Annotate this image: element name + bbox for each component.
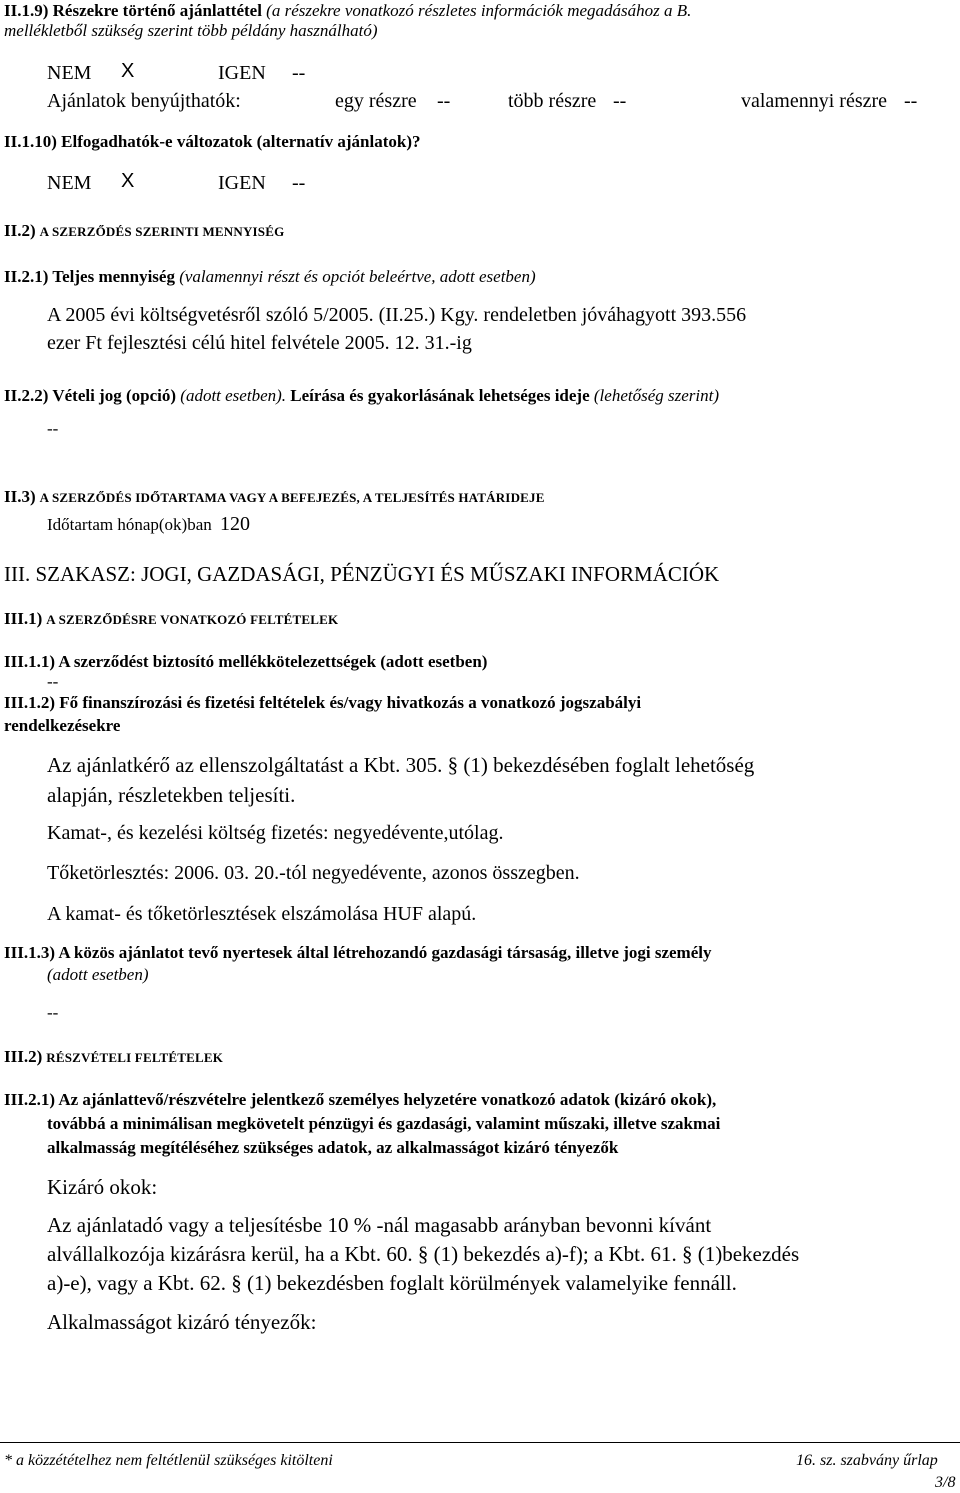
part-3-title: III. SZAKASZ: JOGI, GAZDASÁGI, PÉNZÜGYI ÉS MŰSZAKI INFORMÁCIÓK (4, 562, 720, 586)
payment-text-end: alapján, részletekben teljesíti. (47, 783, 296, 807)
footer-note: * a közzétételhez nem feltétlenül szükséges kitölteni (4, 1452, 333, 1469)
quantity-text: A 2005 évi költségvetésről szóló 5/2005. (II.25.) Kgy. rendeletben jóváhagyott 393.556 (47, 304, 747, 326)
section-3-1-2-heading-cont: rendelkezésekre (4, 716, 121, 735)
joint-bid-value: -- (47, 1003, 59, 1022)
settlement-text: A kamat- és tőketörlesztések elszámolása HUF alapú. (47, 903, 477, 925)
exclusion-text-part: alvállalkozója kizárásra kerül, ha a Kbt. 60. (47, 1242, 413, 1266)
footer-divider (0, 1442, 960, 1443)
section-2-2-2-heading (4, 387, 719, 404)
exclusion-text-part: a)-e), vagy a Kbt. 62. (47, 1271, 227, 1295)
interest-text: Kamat-, és kezelési költség fizetés: negyedévente,utólag. (47, 822, 504, 844)
exclusion-text-part: (1)bekezdés (697, 1242, 800, 1266)
section-2-1-9-heading (4, 2, 691, 19)
section-3-2-1-heading-end: alkalmasság megítéléséhez szükséges adatok, az alkalmasságot kizáró tényezők (47, 1138, 619, 1157)
exclusion-text-2 (47, 1244, 799, 1265)
section-title: A SZERZŐDÉS IDŐTARTAMA VAGY A BEFEJEZÉS, A TELJESÍTÉS HATÁRIDEJE (39, 490, 545, 505)
option-all-parts-mark: -- (904, 90, 918, 112)
guarantee-value: -- (47, 672, 59, 691)
igen-mark: -- (292, 62, 306, 84)
exclusion-text-part: (1) bekezdésben foglalt körülmények valamelyike fennáll. (247, 1271, 737, 1295)
exclusion-text-3 (47, 1273, 737, 1294)
section-heading-note: (adott esetben) (47, 965, 149, 984)
section-3-1-2-heading: III.1.2) Fő finanszírozási és fizetési feltételek és/vagy hivatkozás a vonatkozó jogszabályi (4, 693, 642, 712)
section-heading-bold-2: Leírása és gyakorlásának lehetséges ideje (286, 386, 590, 405)
section-3-2-heading (4, 1048, 223, 1066)
section-heading-note-2: (lehetőség szerint) (589, 386, 719, 405)
section-sign: § (417, 1242, 429, 1266)
payment-text-cont: (1) bekezdésében foglalt lehetőség (463, 753, 755, 777)
section-title: A SZERZŐDÉS SZERINTI MENNYISÉG (39, 224, 285, 239)
section-heading-note: (a részekre vonatkozó részletes információk megadásához a B. (261, 1, 692, 20)
option-one-part-mark: -- (437, 90, 451, 112)
section-3-2-1-heading: III.2.1) Az ajánlattevő/részvételre jelentkező személyes helyzetére vonatkozó adatok (kizáró okok), (4, 1090, 717, 1109)
suitability-label: Alkalmasságot kizáró tényezők: (47, 1310, 317, 1334)
exclusion-text: Az ajánlatadó vagy a teljesítésbe 10 % -nál magasabb arányban bevonni kívánt (47, 1213, 712, 1237)
section-title: RÉSZVÉTELI FELTÉTELEK (46, 1050, 224, 1065)
section-heading-bold: II.2.1) Teljes mennyiség (4, 267, 175, 286)
option-multi-part-mark: -- (613, 90, 627, 112)
section-heading-bold: II.1.9) Részekre történő ajánlattétel (4, 1, 262, 20)
section-heading-bold: II.2.2) Vételi jog (opció) (4, 386, 177, 405)
option-multi-part: több részre (508, 90, 597, 112)
section-heading-note-cont: mellékletből szükség szerint több példány használható) (4, 21, 378, 40)
nem-label: NEM (47, 62, 92, 84)
section-sign: § (447, 753, 459, 777)
page-number: 3/8 (935, 1474, 956, 1491)
section-title: A SZERZŐDÉSRE VONATKOZÓ FELTÉTELEK (46, 612, 339, 627)
duration-value: 120 (220, 513, 250, 535)
section-heading-note: (adott esetben). (176, 386, 287, 405)
section-3-2-1-heading-cont: továbbá a minimálisan megkövetelt pénzügyi és gazdasági, valamint műszaki, illetve szakmai (47, 1114, 721, 1133)
exclusion-text-part: (1) bekezdés a)-f); a Kbt. 61. (433, 1242, 677, 1266)
section-number: III.2) (4, 1047, 43, 1066)
section-number: III.1) (4, 609, 43, 628)
repayment-text: Tőketörlesztés: 2006. 03. 20.-tól negyedévente, azonos összegben. (47, 862, 580, 884)
section-heading-note: (valamennyi részt és opciót beleértve, adott esetben) (174, 267, 536, 286)
section-2-2-heading (4, 222, 284, 240)
section-2-2-1-heading (4, 268, 536, 285)
option-value: -- (47, 419, 59, 438)
payment-paragraph (47, 755, 754, 776)
igen-label: IGEN (218, 62, 266, 84)
option-one-part: egy részre (335, 90, 417, 112)
submit-label: Ajánlatok benyújthatók: (47, 90, 241, 112)
exclusion-label: Kizáró okok: (47, 1175, 158, 1199)
quantity-text-cont: ezer Ft fejlesztési célú hitel felvétele 2005. 12. 31.-ig (47, 332, 472, 354)
section-sign: § (681, 1242, 693, 1266)
payment-text: Az ajánlatkérő az ellenszolgáltatást a Kbt. 305. (47, 753, 443, 777)
igen-mark: -- (292, 172, 306, 194)
section-number: II.3) (4, 487, 36, 506)
section-number: II.2) (4, 221, 36, 240)
option-all-parts: valamennyi részre (741, 90, 888, 112)
nem-label: NEM (47, 172, 92, 194)
nem-mark: X (121, 60, 135, 82)
section-sign: § (231, 1271, 242, 1295)
section-3-1-heading (4, 610, 338, 628)
nem-mark: X (121, 170, 135, 192)
duration-label: Időtartam hónap(ok)ban (47, 515, 212, 534)
footer-form-number: 16. sz. szabvány űrlap (796, 1452, 938, 1469)
section-3-1-3-heading: III.1.3) A közös ajánlatot tevő nyertesek által létrehozandó gazdasági társaság, illetve jogi személy (4, 943, 712, 962)
igen-label: IGEN (218, 172, 266, 194)
section-3-1-1-heading: III.1.1) A szerződést biztosító mellékkötelezettségek (adott esetben) (4, 652, 488, 671)
duration-row (47, 514, 250, 534)
section-2-1-10-heading: II.1.10) Elfogadhatók-e változatok (alternatív ajánlatok)? (4, 132, 421, 151)
section-2-3-heading (4, 488, 545, 506)
